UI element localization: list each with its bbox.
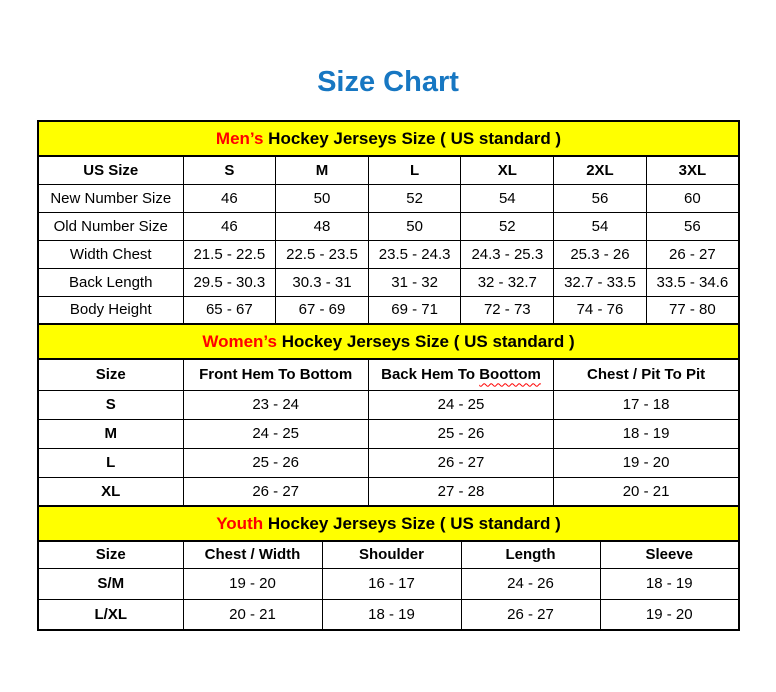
column-header-text: Back Hem To <box>381 366 480 384</box>
youth-banner-highlight: Youth <box>216 514 264 533</box>
table-row <box>38 599 739 630</box>
size-value-cell: 60 <box>646 184 739 212</box>
table-row <box>38 419 739 448</box>
size-value-cell: 54 <box>461 184 554 212</box>
size-value-cell: 52 <box>461 212 554 240</box>
size-value-cell: 18 - 19 <box>554 419 739 448</box>
column-header: Sleeve <box>600 541 739 568</box>
size-value-cell: 54 <box>554 212 647 240</box>
section-youth <box>37 505 740 631</box>
row-label: Width Chest <box>38 240 183 268</box>
size-value-cell: 32 - 32.7 <box>461 268 554 296</box>
size-value-cell: 20 - 21 <box>183 599 322 630</box>
size-value-cell: 24 - 25 <box>183 419 368 448</box>
size-value-cell: 21.5 - 22.5 <box>183 240 276 268</box>
youth-banner <box>37 505 740 542</box>
womens-banner-highlight: Women’s <box>202 332 277 351</box>
size-value-cell: 72 - 73 <box>461 296 554 324</box>
mens-banner-text: Hockey Jerseys Size ( US standard ) <box>263 129 562 148</box>
size-value-cell: 25 - 26 <box>368 419 553 448</box>
size-value-cell: 74 - 76 <box>554 296 647 324</box>
header-row <box>38 359 739 390</box>
size-value-cell: 26 - 27 <box>183 477 368 506</box>
column-header: XL <box>461 156 554 184</box>
size-value-cell: 25 - 26 <box>183 448 368 477</box>
row-label: S <box>38 390 183 419</box>
size-value-cell: 77 - 80 <box>646 296 739 324</box>
size-value-cell: 56 <box>554 184 647 212</box>
row-label: S/M <box>38 568 183 599</box>
page-title: Size Chart <box>317 66 459 98</box>
size-value-cell: 26 - 27 <box>646 240 739 268</box>
size-value-cell: 24.3 - 25.3 <box>461 240 554 268</box>
size-value-cell: 31 - 32 <box>368 268 461 296</box>
size-value-cell: 24 - 26 <box>461 568 600 599</box>
size-value-cell: 65 - 67 <box>183 296 276 324</box>
column-header: Size <box>38 541 183 568</box>
size-value-cell: 26 - 27 <box>461 599 600 630</box>
header-row <box>38 541 739 568</box>
column-header: US Size <box>38 156 183 184</box>
size-value-cell: 32.7 - 33.5 <box>554 268 647 296</box>
size-value-cell: 16 - 17 <box>322 568 461 599</box>
size-chart <box>37 120 740 631</box>
column-header: M <box>276 156 369 184</box>
size-value-cell: 46 <box>183 212 276 240</box>
youth-size-table <box>37 540 740 631</box>
row-label: XL <box>38 477 183 506</box>
row-label: New Number Size <box>38 184 183 212</box>
mens-banner <box>37 120 740 157</box>
row-label: Back Length <box>38 268 183 296</box>
size-value-cell: 20 - 21 <box>554 477 739 506</box>
mens-banner-highlight: Men’s <box>215 129 264 148</box>
column-header: Length <box>461 541 600 568</box>
table-row <box>38 184 739 212</box>
womens-size-table <box>37 358 740 507</box>
size-value-cell: 27 - 28 <box>368 477 553 506</box>
size-value-cell: 19 - 20 <box>183 568 322 599</box>
section-womens <box>37 323 740 507</box>
youth-banner-text: Hockey Jerseys Size ( US standard ) <box>263 514 561 533</box>
size-value-cell: 46 <box>183 184 276 212</box>
column-header: Shoulder <box>322 541 461 568</box>
header-row <box>38 156 739 184</box>
column-header: Chest / Width <box>183 541 322 568</box>
table-row <box>38 390 739 419</box>
misspelled-word: Boottom <box>479 366 541 384</box>
table-row <box>38 268 739 296</box>
size-value-cell: 26 - 27 <box>368 448 553 477</box>
row-label: Body Height <box>38 296 183 324</box>
size-value-cell: 22.5 - 23.5 <box>276 240 369 268</box>
size-value-cell: 52 <box>368 184 461 212</box>
size-value-cell: 23.5 - 24.3 <box>368 240 461 268</box>
size-value-cell: 19 - 20 <box>554 448 739 477</box>
column-header: S <box>183 156 276 184</box>
size-value-cell: 30.3 - 31 <box>276 268 369 296</box>
size-value-cell: 69 - 71 <box>368 296 461 324</box>
size-value-cell: 29.5 - 30.3 <box>183 268 276 296</box>
table-row <box>38 448 739 477</box>
womens-banner-text: Hockey Jerseys Size ( US standard ) <box>276 332 575 351</box>
size-value-cell: 25.3 - 26 <box>554 240 647 268</box>
row-label: Old Number Size <box>38 212 183 240</box>
size-value-cell: 50 <box>368 212 461 240</box>
size-value-cell: 18 - 19 <box>322 599 461 630</box>
row-label: L/XL <box>38 599 183 630</box>
table-row <box>38 212 739 240</box>
size-value-cell: 56 <box>646 212 739 240</box>
column-header: Chest / Pit To Pit <box>554 359 739 390</box>
size-value-cell: 18 - 19 <box>600 568 739 599</box>
row-label: L <box>38 448 183 477</box>
table-row <box>38 568 739 599</box>
table-row <box>38 477 739 506</box>
column-header <box>368 359 553 390</box>
column-header: 2XL <box>554 156 647 184</box>
column-header: Front Hem To Bottom <box>183 359 368 390</box>
column-header: Size <box>38 359 183 390</box>
size-value-cell: 23 - 24 <box>183 390 368 419</box>
size-value-cell: 33.5 - 34.6 <box>646 268 739 296</box>
size-value-cell: 48 <box>276 212 369 240</box>
column-header: L <box>368 156 461 184</box>
table-row <box>38 240 739 268</box>
womens-banner <box>37 323 740 360</box>
size-value-cell: 19 - 20 <box>600 599 739 630</box>
size-value-cell: 67 - 69 <box>276 296 369 324</box>
row-label: M <box>38 419 183 448</box>
size-value-cell: 17 - 18 <box>554 390 739 419</box>
table-row <box>38 296 739 324</box>
section-mens <box>37 120 740 325</box>
size-value-cell: 24 - 25 <box>368 390 553 419</box>
size-value-cell: 50 <box>276 184 369 212</box>
mens-size-table <box>37 155 740 325</box>
column-header: 3XL <box>646 156 739 184</box>
